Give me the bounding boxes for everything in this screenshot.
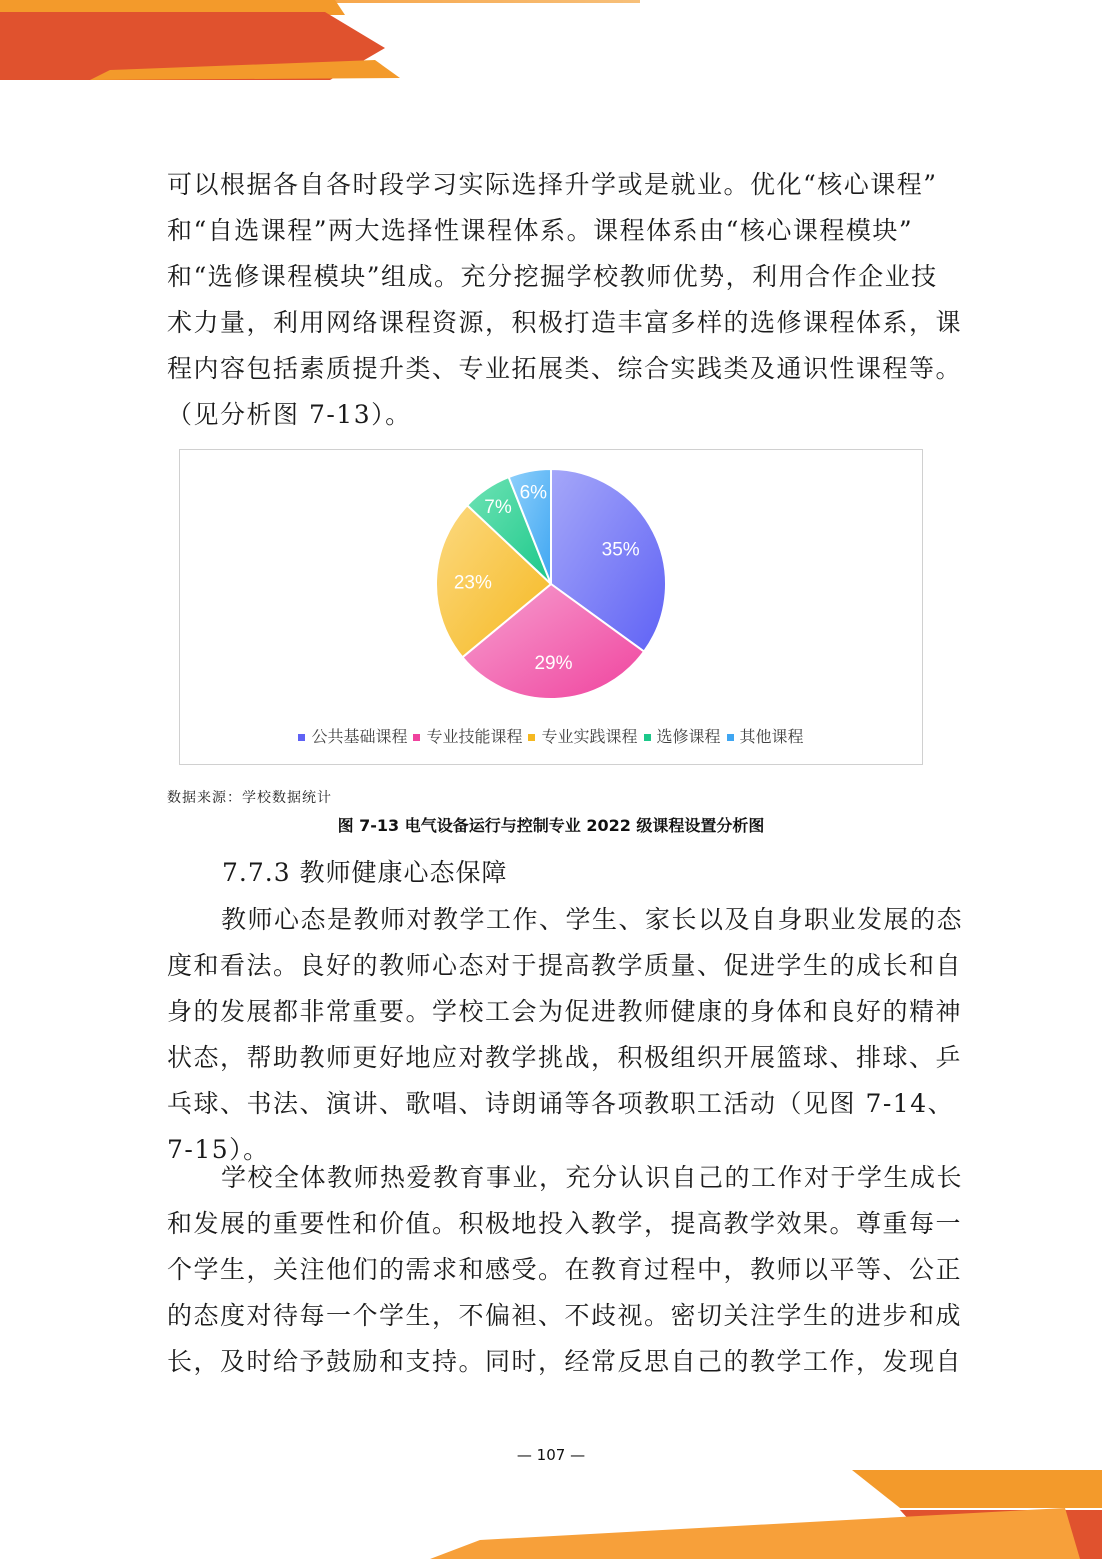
legend-item	[413, 724, 522, 747]
legend-label: 专业实践课程	[541, 729, 638, 746]
text-line: 学校全体教师热爱教育事业，充分认识自己的工作对于学生成长	[221, 1163, 964, 1192]
pie-slice-label: 7%	[484, 497, 512, 519]
text-line: 和“自选课程”两大选择性课程体系。课程体系由“核心课程模块”	[167, 216, 914, 245]
paragraph-teacher-dedication	[167, 1155, 964, 1385]
legend-swatch	[528, 734, 535, 741]
text-line: 教师心态是教师对教学工作、学生、家长以及自身职业发展的态	[221, 905, 964, 934]
legend-label: 选修课程	[656, 729, 721, 746]
text-line: 7-15）。	[167, 1135, 270, 1164]
text-line: 和发展的重要性和价值。积极地投入教学，提高教学效果。尊重每一	[167, 1209, 963, 1238]
text-line: 身的发展都非常重要。学校工会为促进教师健康的身体和良好的精神	[167, 997, 963, 1026]
intro-paragraph	[167, 162, 963, 438]
text-line: 乓球、书法、演讲、歌唱、诗朗诵等各项教职工活动（见图 7-14、	[167, 1089, 955, 1118]
text-line: 和“选修课程模块”组成。充分挖掘学校教师优势，利用合作企业技	[167, 262, 938, 291]
text-line: 状态，帮助教师更好地应对教学挑战，积极组织开展篮球、排球、乒	[167, 1043, 963, 1072]
legend-swatch	[727, 734, 734, 741]
figure-caption: 图 7-13 电气设备运行与控制专业 2022 级课程设置分析图	[337, 816, 765, 835]
legend-item	[644, 724, 721, 747]
page-number: — 107 —	[516, 1446, 586, 1464]
pie-chart	[180, 450, 922, 720]
legend-swatch	[644, 734, 651, 741]
legend-label: 其他课程	[739, 729, 804, 746]
text-line: 的态度对待每一个学生，不偏袒、不歧视。密切关注学生的进步和成	[167, 1301, 963, 1330]
data-source-note: 数据来源：学校数据统计	[167, 790, 332, 806]
pie-slice-label: 23%	[453, 572, 492, 594]
text-line: 长，及时给予鼓励和支持。同时，经常反思自己的教学工作，发现自	[167, 1347, 963, 1376]
chart-legend	[180, 724, 922, 747]
text-line: （见分析图 7-13）。	[167, 400, 412, 429]
legend-swatch	[413, 734, 420, 741]
legend-swatch	[298, 734, 305, 741]
legend-label: 公共基础课程	[311, 729, 408, 746]
pie-slice-label: 29%	[534, 653, 573, 675]
section-heading: 7.7.3 教师健康心态保障	[222, 858, 508, 887]
legend-item	[298, 724, 407, 747]
pie-slice-label: 35%	[601, 539, 640, 561]
text-line: 个学生，关注他们的需求和感受。在教育过程中，教师以平等、公正	[167, 1255, 963, 1284]
pie-slice-label: 6%	[519, 482, 548, 504]
top-decoration	[0, 0, 1102, 90]
pie-chart-frame	[179, 449, 923, 765]
paragraph-teacher-mindset	[167, 897, 964, 1173]
legend-item	[528, 724, 637, 747]
text-line: 术力量，利用网络课程资源，积极打造丰富多样的选修课程体系，课	[167, 308, 963, 337]
text-line: 度和看法。良好的教师心态对于提高教学质量、促进学生的成长和自	[167, 951, 963, 980]
text-line: 程内容包括素质提升类、专业拓展类、综合实践类及通识性课程等。	[167, 354, 963, 383]
legend-item	[727, 724, 804, 747]
text-line: 可以根据各自各时段学习实际选择升学或是就业。优化“核心课程”	[167, 170, 938, 199]
legend-label: 专业技能课程	[426, 729, 523, 746]
